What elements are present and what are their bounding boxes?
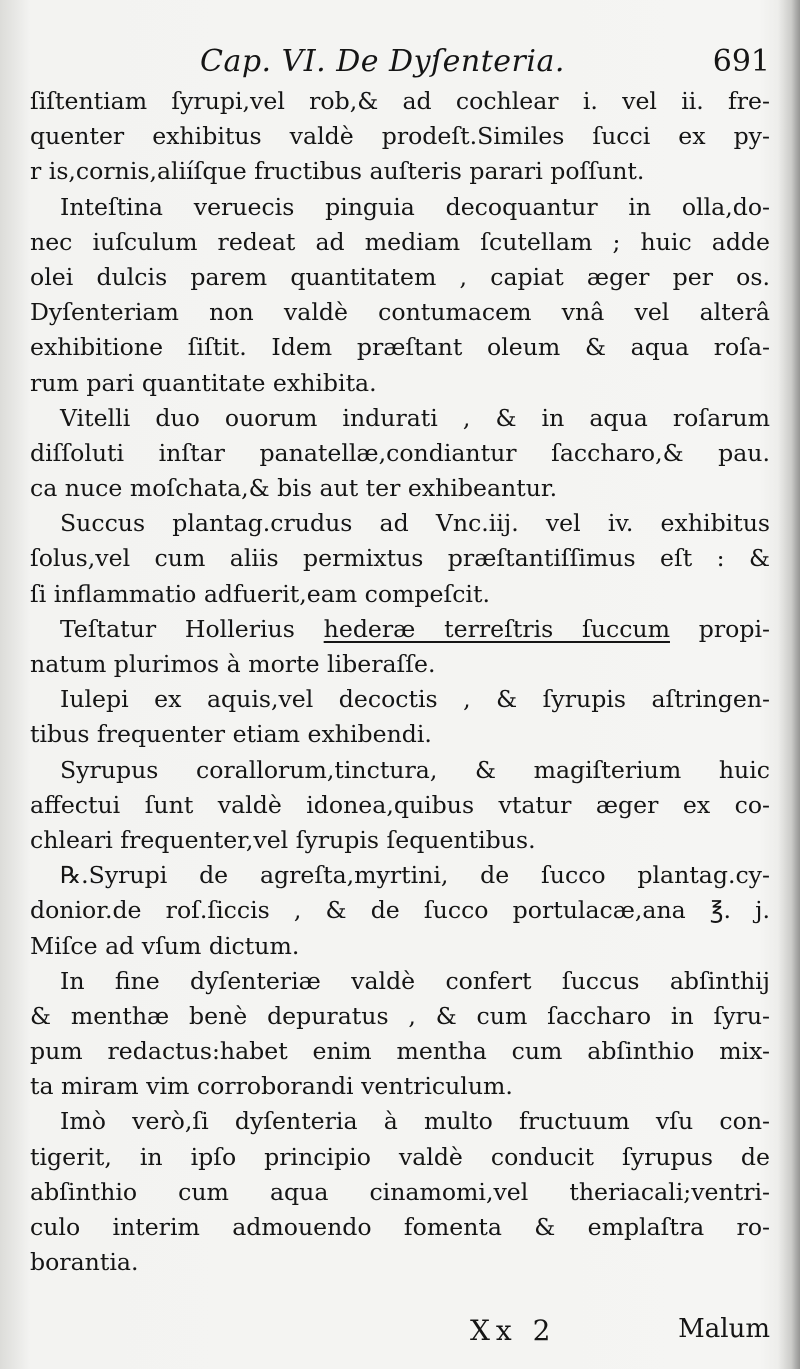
text-line: Miſce ad vſum dictum.	[30, 931, 300, 960]
text-line: affectui ſunt valdè idonea,quibus vtatur æger ex co-	[30, 790, 770, 819]
text-line: natum plurimos à morte liberaſſe.	[30, 650, 436, 678]
text-line: r is,cornis,aliíſque fructibus auſteris parari poſſunt.	[30, 157, 645, 186]
signature-mark: Xx 2	[470, 1314, 557, 1347]
text-line: Inteſtina veruecis pinguia decoquantur in olla,do-	[60, 192, 770, 221]
text-line: ſolus,vel cum aliis permixtus præſtantiſſimus eſt : &	[30, 544, 770, 573]
paragraph-vitelli-ouorum	[30, 401, 770, 507]
body-text	[30, 84, 770, 1280]
paragraph-imo-vero	[30, 1104, 770, 1280]
running-head: Cap. VI. De Dyſenteria.	[200, 44, 565, 79]
text-line: ca nuce moſchata,& bis aut ter exhibeantur.	[30, 474, 558, 503]
paragraph-recipe	[30, 858, 770, 964]
text-line: diſſoluti inſtar panatellæ,condiantur ſaccharo,& pau.	[30, 438, 770, 467]
page-edge-shadow	[778, 0, 800, 1369]
paragraph-hollerius	[30, 612, 770, 682]
text-line: olei dulcis parem quantitatem , capiat æger per os.	[30, 262, 770, 291]
page-header	[200, 44, 770, 88]
text-line: borantia.	[30, 1248, 139, 1277]
text-line: & menthæ benè depuratus , & cum ſaccharo in ſyru-	[30, 1001, 770, 1030]
paragraph-syrupi-sistentiam	[30, 84, 770, 190]
text-line: In fine dyſenteriæ valdè confert ſuccus abſinthij	[60, 966, 770, 995]
text-line: Dyſenteriam non valdè contumacem vnâ vel alterâ	[30, 298, 770, 327]
text-line: Vitelli duo ouorum indurati , & in aqua roſarum	[60, 403, 770, 432]
text-line: pum redactus:habet enim mentha cum abſinthio mix-	[30, 1037, 770, 1066]
text-line: Succus plantag.crudus ad Vnc.iij. vel iv. exhibitus	[60, 509, 770, 538]
paragraph-succus-plantag	[30, 506, 770, 612]
page-number: 691	[712, 44, 770, 79]
text-line: abſinthio cum aqua cinamomi,vel theriacali;ventri-	[30, 1177, 770, 1206]
text-line: ta miram vim corroborandi ventriculum.	[30, 1072, 513, 1101]
page-footer	[30, 1314, 770, 1354]
text-line: tibus frequenter etiam exhibendi.	[30, 720, 432, 749]
text-line: ſi inflammatio adfuerit,eam compeſcit.	[30, 579, 490, 608]
text-line: ſiſtentiam ſyrupi,vel rob,& ad cochlear i. vel ii. fre-	[30, 87, 770, 115]
text-line: exhibitione ſiſtit. Idem præſtant oleum & aqua roſa-	[30, 333, 770, 362]
text-line: Syrupus corallorum,tinctura, & magiſterium huic	[60, 755, 770, 784]
underlined-phrase: hederæ terreſtris ſuccum	[323, 614, 670, 643]
text-line-hollerius: Teſtatur Hollerius hederæ terreſtris ſuccum propi-	[60, 614, 770, 643]
paragraph-iulepi	[30, 682, 770, 752]
catchword: Malum	[678, 1314, 770, 1344]
text-line: rum pari quantitate exhibita.	[30, 368, 377, 397]
text-line: nec iuſculum redeat ad mediam ſcutellam ; huic adde	[30, 227, 770, 256]
text-line: quenter exhibitus valdè prodeſt.Similes ſucci ex py-	[30, 122, 770, 151]
text-line: chleari frequenter,vel ſyrupis ſequentibus.	[30, 825, 536, 854]
text-line: Iulepi ex aquis,vel decoctis , & ſyrupis aſtringen-	[60, 685, 770, 714]
paragraph-in-fine	[30, 964, 770, 1105]
text-line: culo interim admouendo fomenta & emplaſtra ro-	[30, 1213, 770, 1241]
paragraph-syrupus-corallorum	[30, 753, 770, 859]
recipe-line: ℞.Syrupi de agreſta,myrtini, de ſucco plantag.cy-	[60, 861, 770, 890]
text-line: donior.de roſ.ſiccis , & de ſucco portulacæ,ana ℥. j.	[30, 896, 770, 925]
paragraph-intestina-veruecis	[30, 190, 770, 401]
text-line: tigerit, in ipſo principio valdè conducit ſyrupus de	[30, 1142, 770, 1171]
text-line: Imò verò,ſi dyſenteria à multo fructuum vſu con-	[60, 1107, 770, 1136]
